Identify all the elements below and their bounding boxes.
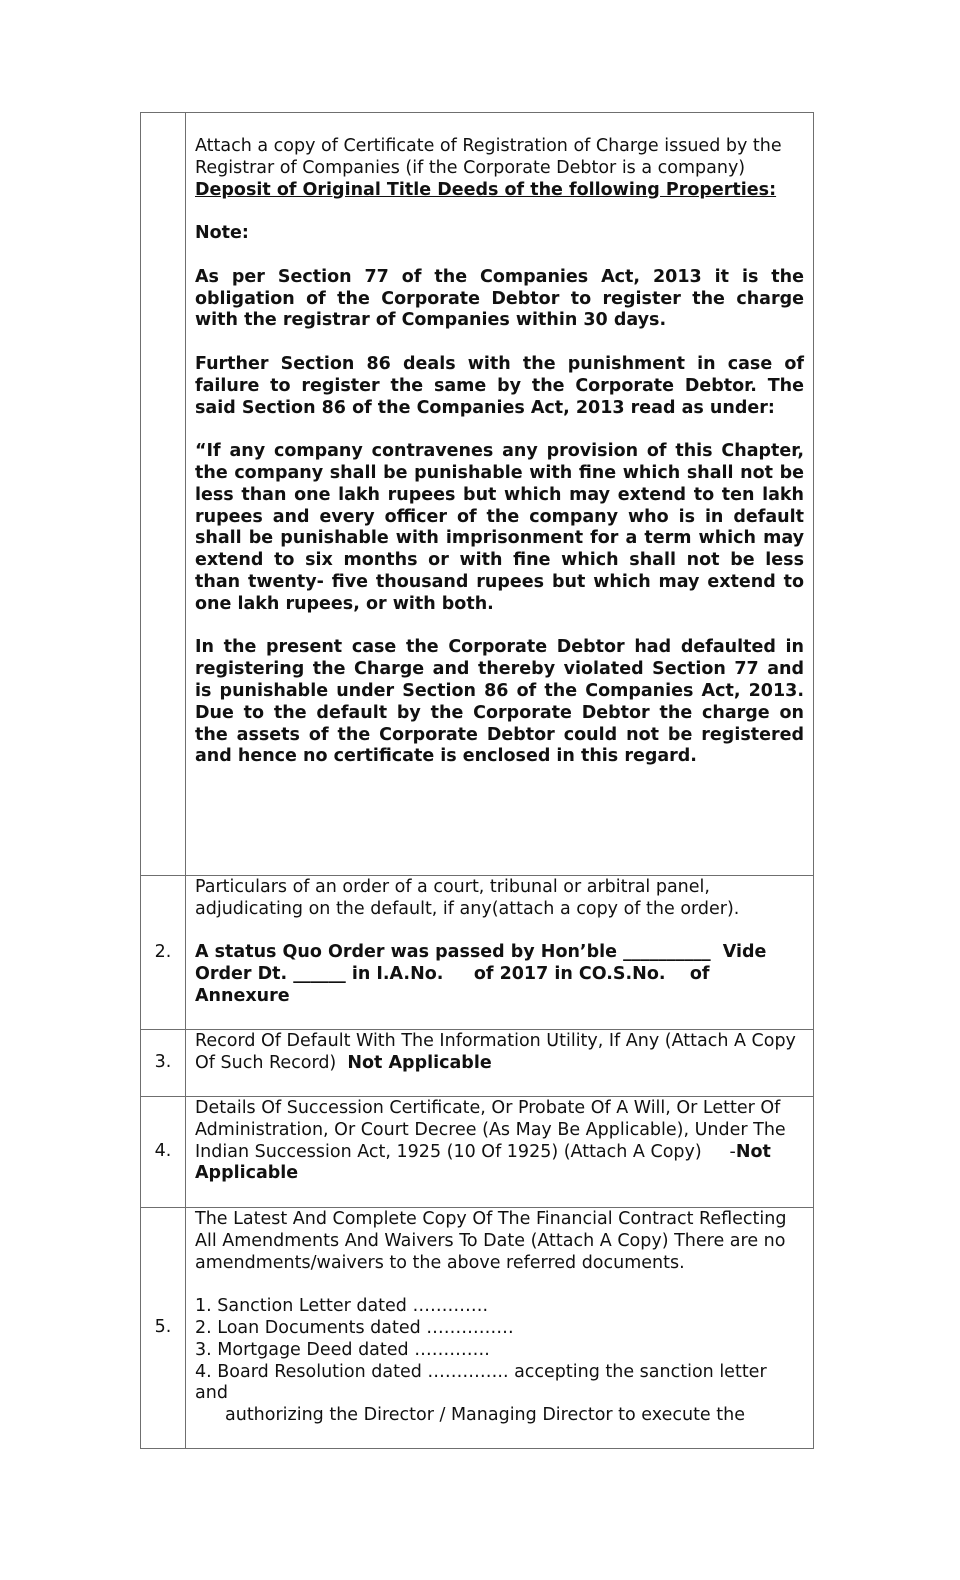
status-quo-line-1: A status Quo Order was passed by Hon’ble __________ Vide <box>195 942 767 963</box>
table-row <box>141 876 814 1030</box>
row-number: 4. <box>141 1097 186 1208</box>
order-particulars: Particulars of an order of a court, tribunal or arbitral panel, adjudicating on the default, if any(attach a copy of the order). <box>195 877 740 919</box>
section-77-paragraph: As per Section 77 of the Companies Act, 2013 it is the obligation of the Corporate Debtor to register the charge with the registrar of Companies within 30 days. <box>195 266 804 331</box>
succession-status: Not Applicable <box>195 1141 777 1184</box>
section-86-paragraph: Further Section 86 deals with the punishment in case of failure to register the same by the Corporate Debtor. The said Section 86 of the Companies Act, 2013 read as under: <box>195 353 804 418</box>
row-content <box>186 1208 814 1449</box>
list-item: 4. Board Resolution dated ………….. accepting the sanction letter and <box>195 1361 767 1404</box>
list-item: 1. Sanction Letter dated …………. <box>195 1296 489 1317</box>
row-number: 2. <box>141 876 186 1030</box>
table-row <box>141 1030 814 1097</box>
list-item: 2. Loan Documents dated …………… <box>195 1317 514 1338</box>
quoted-provision: “If any company contravenes any provision of this Chapter, the company shall be punishable with fine which shall not be less than one lakh rupees but which may extend to ten lakh rupees and every officer of the company who is in default shall be punishable with imprisonment for a term which may extend to six months or with fine which shall not be less than twenty- five thousand rupees but which may extend to one lakh rupees, or with both. <box>195 441 804 614</box>
row-content <box>186 1097 814 1208</box>
default-record-status: Not Applicable <box>347 1052 492 1073</box>
status-quo-line-2: Order Dt. ______ in I.A.No. of 2017 in CO.S.No. of <box>195 964 710 985</box>
list-item-continuation: authorizing the Director / Managing Director to execute the <box>225 1405 745 1426</box>
deposit-heading: Deposit of Original Title Deeds of the following Properties: <box>195 179 777 200</box>
table-row <box>141 113 814 876</box>
row-number: 3. <box>141 1030 186 1097</box>
present-case-paragraph: In the present case the Corporate Debtor had defaulted in registering the Charge and thereby violated Section 77 and is punishable under Section 86 of the Companies Act, 2013. Due to the default by the Corporate Debtor the charge on the assets of the Corporate Debtor could not be registered and hence no certificate is enclosed in this regard. <box>195 637 804 767</box>
row-number <box>141 113 186 876</box>
list-item: 3. Mortgage Deed dated …………. <box>195 1339 490 1360</box>
row-number: 5. <box>141 1208 186 1449</box>
row-content <box>186 876 814 1030</box>
document-table <box>140 112 814 1449</box>
row-content <box>186 113 814 876</box>
succession-label: Details Of Succession Certificate, Or Probate Of A Will, Or Letter Of Administration, Or Court Decree (As May Be Applicable), Under The Indian Succession Act, 1925 (10 Of 1925) (Attach A Copy) - <box>195 1098 792 1162</box>
financial-contract-text: The Latest And Complete Copy Of The Financial Contract Reflecting All Amendments And Waivers To Date (Attach A Copy) There are no amendments/waivers to the above referred documents. <box>195 1209 787 1273</box>
default-record-label: Record Of Default With The Information Utility, If Any (Attach A Copy Of Such Record) <box>195 1031 802 1073</box>
certificate-instruction: Attach a copy of Certificate of Registration of Charge issued by the Registrar of Companies (if the Corporate Debtor is a company) <box>195 136 782 178</box>
row-content <box>186 1030 814 1097</box>
default-record-text <box>195 1031 804 1075</box>
table-row <box>141 1208 814 1449</box>
status-quo-line-3: Annexure <box>195 985 290 1006</box>
note-label: Note: <box>195 223 249 244</box>
table-row <box>141 1097 814 1208</box>
succession-text <box>195 1098 804 1185</box>
